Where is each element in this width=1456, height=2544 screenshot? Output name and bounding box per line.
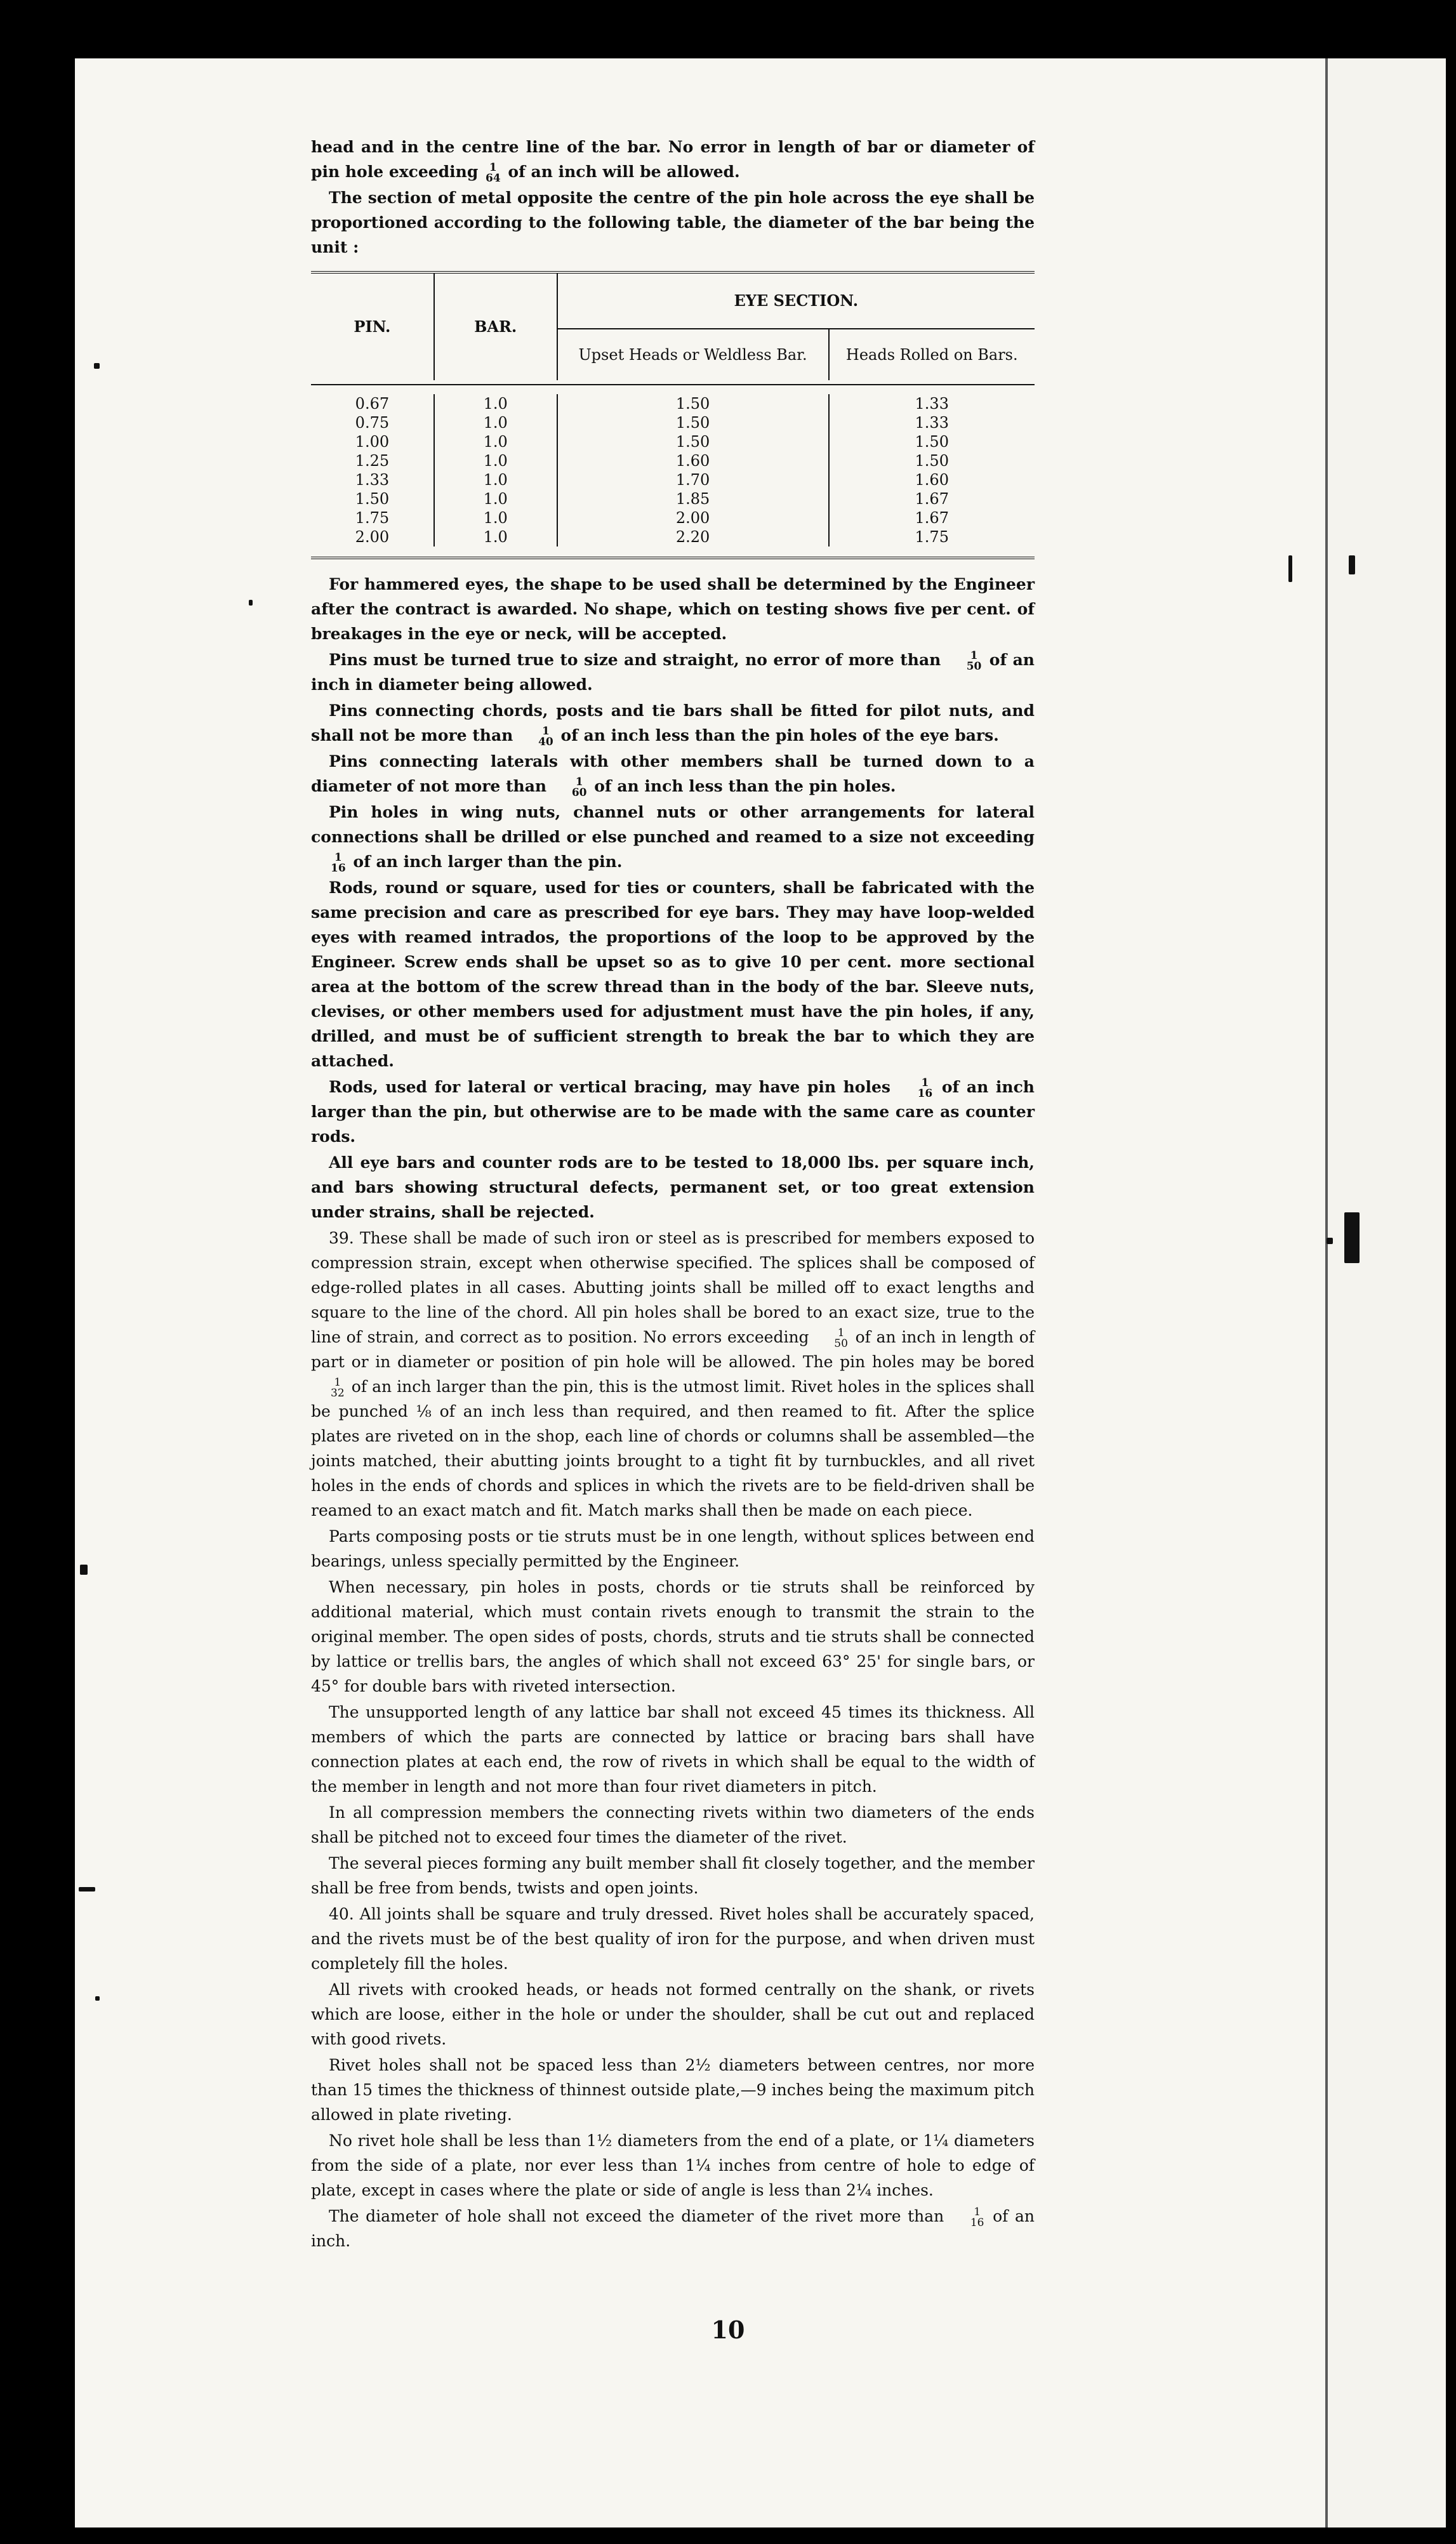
eye-section-table <box>311 271 1035 559</box>
cell-bar: 1.0 <box>434 451 557 470</box>
fraction-numerator: 1 <box>489 161 497 174</box>
cell-upset: 1.50 <box>557 413 829 432</box>
paragraph <box>311 800 1035 874</box>
paragraph <box>311 1150 1035 1224</box>
cell-bar: 1.0 <box>434 508 557 527</box>
fraction-numerator: 1 <box>541 724 550 738</box>
table-row <box>311 527 1035 547</box>
cell-pin: 1.00 <box>355 433 390 451</box>
cell-upset: 2.20 <box>557 527 829 547</box>
col-header-upset: Upset Heads or Weldless Bar. <box>557 329 829 380</box>
fraction-numerator: 1 <box>334 1375 341 1389</box>
table-row <box>311 451 1035 470</box>
cell-bar: 1.0 <box>434 470 557 489</box>
page-content <box>311 135 1035 2255</box>
paragraph <box>311 1902 1035 1976</box>
cell-rolled: 1.60 <box>829 470 1035 489</box>
col-header-pin: PIN. <box>354 317 391 336</box>
cell-rolled: 1.50 <box>829 451 1035 470</box>
paragraph-text: head and in the centre line of the bar. No error in length of bar or diameter of pin hole exceeding <box>311 138 1035 181</box>
paragraph <box>311 1700 1035 1799</box>
paragraph-text: of an inch in length of part or in diameter or position of pin hole will be allowed. The pin holes may be bored <box>311 1328 1035 1371</box>
cell-bar: 1.0 <box>434 489 557 508</box>
facing-page-edge <box>1328 58 1446 2527</box>
paragraph-text: Pins must be turned true to size and straight, no error of more than <box>329 651 941 669</box>
margin-speck <box>249 600 253 606</box>
paragraph <box>311 2204 1035 2253</box>
paragraph-text: Rods, used for lateral or vertical bracing, may have pin holes <box>329 1078 890 1096</box>
fraction-denominator: 64 <box>486 171 501 185</box>
fraction <box>313 1377 345 1399</box>
cell-upset: 1.60 <box>557 451 829 470</box>
fraction-numerator: 1 <box>974 2205 981 2218</box>
paragraph <box>311 647 1035 697</box>
margin-speck <box>79 1887 95 1891</box>
paragraph-text: of an inch less than the pin holes of the eye bars. <box>560 726 999 745</box>
paragraph-text: The unsupported length of any lattice bar shall not exceed 45 times its thickness. All members of which the parts are connected by lattice or bracing bars shall have connection plates at each end, the row of rivets in which shall be equal to the width of the member in length and not more than four rivet diameters in pitch. <box>311 1703 1035 1796</box>
fraction <box>486 162 501 184</box>
cell-bar: 1.0 <box>434 413 557 432</box>
paragraph-text: Rivet holes shall not be spaced less than 2½ diameters between centres, nor more than 15 times the thickness of thinnest outside plate,—9 inches being the maximum pitch allowed in plate riveting. <box>311 2056 1035 2124</box>
paragraph-text: of an inch will be allowed. <box>508 162 740 181</box>
cell-pin: 0.75 <box>355 414 390 432</box>
cell-rolled: 1.67 <box>829 508 1035 527</box>
fraction <box>949 651 982 672</box>
cell-upset: 1.85 <box>557 489 829 508</box>
paragraph-text: All eye bars and counter rods are to be tested to 18,000 lbs. per square inch, and bars showing structural defects, permanent set, or too great extension under strains, shall be rejected. <box>311 1153 1035 1221</box>
paragraph <box>311 1575 1035 1699</box>
paragraph-text: of an inch larger than the pin, but otherwise are to be made with the same care as counter rods. <box>311 1078 1035 1146</box>
cell-upset: 1.50 <box>557 394 829 413</box>
table-body <box>311 385 1035 547</box>
paragraph-text: The diameter of hole shall not exceed the diameter of the rivet more than <box>329 2207 944 2225</box>
page-fold-line <box>1325 58 1328 2527</box>
cell-pin: 1.33 <box>355 471 390 489</box>
cell-pin: 0.67 <box>355 395 390 413</box>
fraction-denominator: 60 <box>571 786 587 799</box>
facing-page-glyph <box>1288 555 1292 582</box>
paragraph <box>311 185 1035 260</box>
fraction <box>900 1078 933 1099</box>
paragraph <box>311 2128 1035 2203</box>
fraction-denominator: 16 <box>917 1087 933 1100</box>
paragraph-text: The several pieces forming any built member shall fit closely together, and the member shall be free from bends, twists and open joints. <box>311 1854 1035 1897</box>
paragraph <box>311 698 1035 748</box>
margin-speck <box>94 363 100 369</box>
facing-page-glyph <box>1327 1238 1333 1244</box>
paragraph-text: Rods, round or square, used for ties or counters, shall be fabricated with the same precision and care as prescribed for eye bars. They may have loop-welded eyes with reamed intrados, the proportions of the loop to be approved by the Engineer. Screw ends shall be upset so as to give 10 per cent. more sectional area at the bottom of the screw thread than in the body of the bar. Sleeve nuts, clevises, or other members used for adjustment must have the pin holes, if any, drilled, and must be of sufficient strength to break the bar to which they are attached. <box>311 878 1035 1070</box>
cell-bar: 1.0 <box>434 432 557 451</box>
margin-speck <box>80 1565 88 1575</box>
paragraph <box>311 1977 1035 2051</box>
cell-pin: 1.25 <box>355 452 390 470</box>
paragraph <box>311 135 1035 184</box>
paragraph <box>311 1226 1035 1523</box>
paragraph-text: The section of metal opposite the centre of the pin hole across the eye shall be proportioned according to the following table, the diameter of the bar being the unit : <box>311 189 1035 256</box>
table-row <box>311 470 1035 489</box>
fraction <box>953 2207 984 2229</box>
fraction-numerator: 1 <box>837 1326 845 1339</box>
cell-rolled: 1.75 <box>829 527 1035 547</box>
paragraph-text: of an inch. <box>311 2207 1035 2250</box>
table-row <box>311 394 1035 413</box>
cell-pin: 1.50 <box>355 490 390 508</box>
paragraph-text: All rivets with crooked heads, or heads not formed centrally on the shank, or rivets which are loose, either in the hole or under the shoulder, shall be cut out and replaced with good rivets. <box>311 1980 1035 2048</box>
fraction-numerator: 1 <box>970 649 978 662</box>
fraction-denominator: 16 <box>331 861 346 875</box>
cell-bar: 1.0 <box>434 527 557 547</box>
cell-upset: 1.70 <box>557 470 829 489</box>
paragraph-text: In all compression members the connecting rivets within two diameters of the ends shall be pitched not to exceed four times the diameter of the rivet. <box>311 1803 1035 1846</box>
cell-upset: 2.00 <box>557 508 829 527</box>
cell-rolled: 1.50 <box>829 432 1035 451</box>
paragraph <box>311 1851 1035 1900</box>
fraction-denominator: 40 <box>538 735 553 748</box>
cell-bar: 1.0 <box>434 394 557 413</box>
paragraph <box>311 1800 1035 1850</box>
fraction <box>554 777 587 798</box>
fraction <box>313 852 346 874</box>
paragraph <box>311 875 1035 1073</box>
col-header-bar: BAR. <box>434 272 557 380</box>
fraction <box>520 726 553 748</box>
table-row <box>311 508 1035 527</box>
paragraph-text: of an inch in diameter being allowed. <box>311 651 1035 694</box>
table-row <box>311 432 1035 451</box>
paragraph <box>311 1075 1035 1149</box>
fraction-denominator: 16 <box>970 2216 984 2229</box>
table-row <box>311 413 1035 432</box>
paragraph <box>311 2053 1035 2127</box>
paragraph <box>311 572 1035 646</box>
fraction-numerator: 1 <box>921 1076 929 1089</box>
group-header-eye-section: EYE SECTION. <box>557 272 1035 329</box>
paragraph-text: Parts composing posts or tie struts must be in one length, without splices between end bearings, unless specially permitted by the Engineer. <box>311 1527 1035 1570</box>
paragraph-text: of an inch larger than the pin. <box>353 852 623 871</box>
fraction-denominator: 50 <box>966 659 982 673</box>
paragraph-text: 39. These shall be made of such iron or steel as is prescribed for members exposed to compression strain, except when otherwise specified. The splices shall be composed of edge-rolled plates in all cases. Abutting joints shall be milled off to exact lengths and square to the line of the chord. All pin holes shall be bored to an exact size, true to the line of strain, and correct as to position. No errors exceeding <box>311 1229 1035 1346</box>
cell-rolled: 1.33 <box>829 413 1035 432</box>
paragraph <box>311 749 1035 798</box>
margin-speck <box>95 1996 100 2001</box>
paragraph-text: When necessary, pin holes in posts, chords or tie struts shall be reinforced by additional material, which must contain rivets enough to transmit the strain to the original member. The open sides of posts, chords, struts and tie struts shall be connected by lattice or trellis bars, the angles of which shall not exceed 63° 25' for single bars, or 45° for double bars with riveted intersection. <box>311 1578 1035 1695</box>
paragraph-text: For hammered eyes, the shape to be used shall be determined by the Engineer after the contract is awarded. No shape, which on testing shows five per cent. of breakages in the eye or neck, will be accepted. <box>311 575 1035 643</box>
col-header-rolled: Heads Rolled on Bars. <box>829 329 1035 380</box>
facing-page-glyph <box>1349 555 1355 574</box>
paragraph <box>311 1524 1035 1573</box>
cell-pin: 1.75 <box>355 509 390 527</box>
paragraph-text: No rivet hole shall be less than 1½ diameters from the end of a plate, or 1¼ diameters from the side of a plate, nor ever less than 1¼ inches from centre of hole to edge of plate, except in cases where the plate or side of angle is less than 2¼ inches. <box>311 2131 1035 2199</box>
paragraph-text: of an inch less than the pin holes. <box>594 777 896 795</box>
fraction-numerator: 1 <box>575 775 583 788</box>
fraction-numerator: 1 <box>334 851 342 864</box>
cell-rolled: 1.67 <box>829 489 1035 508</box>
page-number: 10 <box>711 2315 745 2344</box>
paragraph-text: Pins connecting laterals with other members shall be turned down to a diameter of not more than <box>311 752 1035 795</box>
cell-rolled: 1.33 <box>829 394 1035 413</box>
fraction-denominator: 32 <box>331 1386 345 1400</box>
fraction <box>816 1328 848 1349</box>
paragraph-text: Pins connecting chords, posts and tie bars shall be fitted for pilot nuts, and shall not be more than <box>311 701 1035 745</box>
paragraph-text: 40. All joints shall be square and truly dressed. Rivet holes shall be accurately spaced, and the rivets must be of the best quality of iron for the purpose, and when driven must completely fill the holes. <box>311 1905 1035 1973</box>
fraction-denominator: 50 <box>834 1337 848 1350</box>
facing-page-glyph <box>1344 1212 1360 1263</box>
paragraph-text: Pin holes in wing nuts, channel nuts or other arrangements for lateral connections shall be drilled or else punched and reamed to a size not exceeding <box>311 803 1035 846</box>
cell-upset: 1.50 <box>557 432 829 451</box>
table-row <box>311 489 1035 508</box>
cell-pin: 2.00 <box>355 528 390 546</box>
paragraph-text: of an inch larger than the pin, this is the utmost limit. Rivet holes in the splices shall be punched ⅛ of an inch less than required, and then reamed to fit. After the splice plates are riveted on in the shop, each line of chords or columns shall be assembled—the joints matched, their abutting joints brought to a tight fit by turnbuckles, and all rivet holes in the ends of chords and splices in which the rivets are to be field-driven shall be reamed to an exact match and fit. Match marks shall then be made on each piece. <box>311 1377 1035 1520</box>
